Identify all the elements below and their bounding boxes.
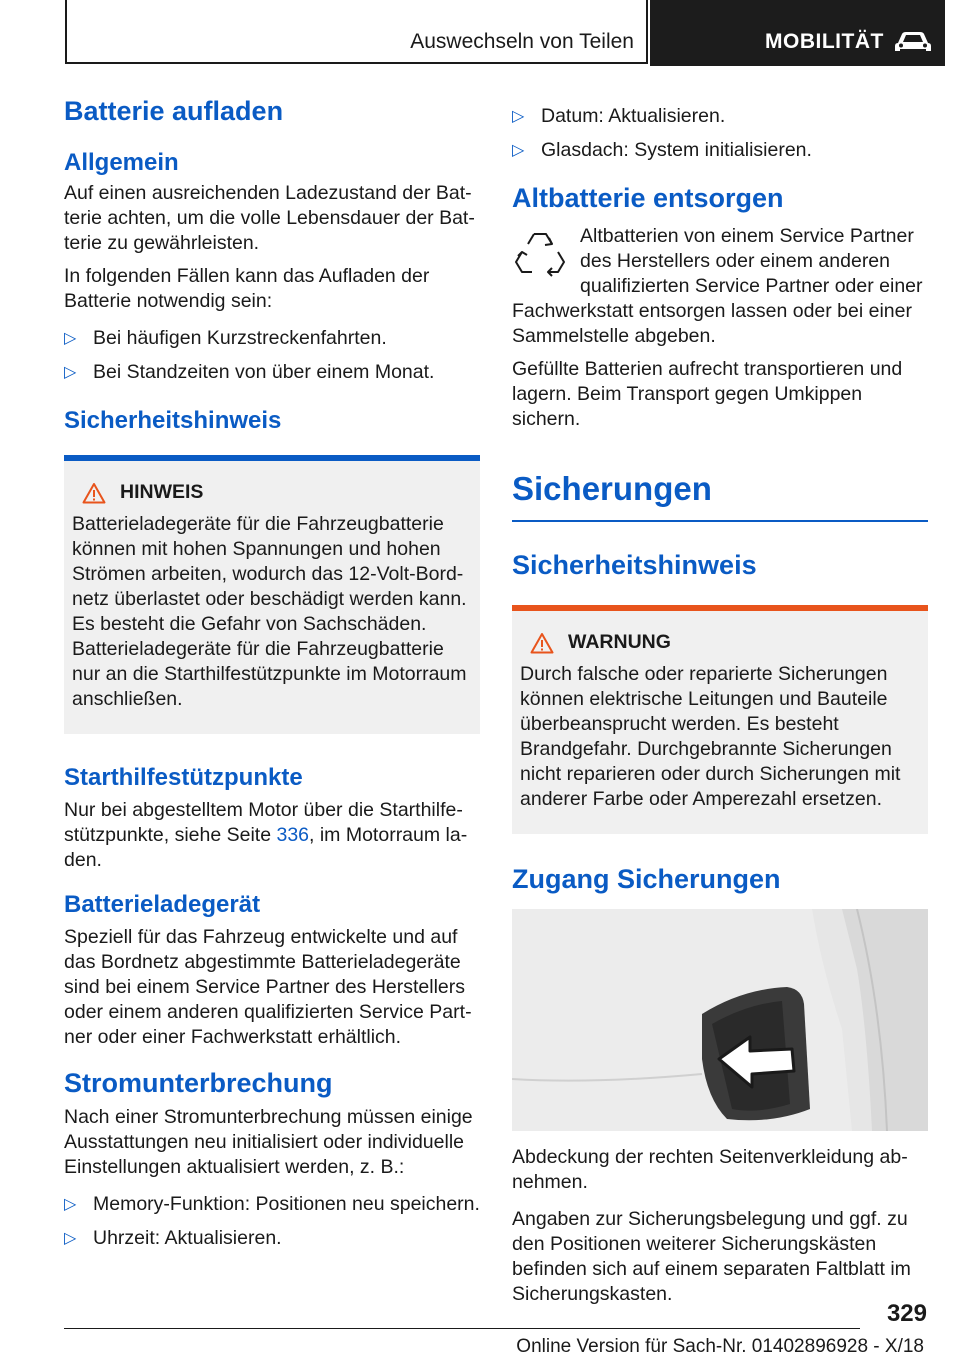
list-item: ▷ Datum: Aktualisieren. (512, 105, 726, 127)
page-header (0, 0, 960, 66)
bullet-triangle-icon: ▷ (64, 364, 77, 381)
bullet-triangle-icon: ▷ (64, 1230, 77, 1247)
bullet-triangle-icon: ▷ (64, 1196, 77, 1213)
paragraph-abdeckung: Abdeckung der rechten Seitenverkleidung abnehmen. (512, 1146, 908, 1193)
page-reference-link[interactable]: 336 (276, 824, 310, 846)
chapter-title: MOBILITÄT (765, 30, 884, 53)
footer-version-text: Online Version für Sach-Nr. 01402896928 - X/18 (516, 1336, 924, 1357)
paragraph-aufladen-notwendig: In folgenden Fällen kann das Aufladen der Batterie notwendig sein: (64, 265, 430, 312)
chapter-heading-sicherungen: Sicherungen (512, 470, 712, 507)
heading-batterie-aufladen: Batterie aufladen (64, 96, 284, 126)
paragraph-stromunterbrechung: Nach einer Stromunterbrechung müssen einige Ausstattungen neu initialisiert oder individuelle Einstellungen aktualisiert werden, z. B.: (64, 1106, 473, 1178)
list-item: ▷ Bei Standzeiten von über einem Monat. (64, 361, 435, 383)
notice-label: HINWEIS (120, 481, 204, 503)
notice-label: WARNUNG (568, 631, 671, 653)
heading-sicherheitshinweis-sicherungen: Sicherheitshinweis (512, 550, 757, 580)
notice-warnung (512, 605, 928, 834)
paragraph-starthilfe: Nur bei abgestelltem Motor über die Starthilfestützpunkte, siehe Seite 336, im Motorraum laden. (64, 799, 468, 871)
notice-hinweis (64, 455, 480, 734)
chapter-tab (650, 0, 945, 66)
heading-batterieladegeraet: Batterieladegerät (64, 891, 261, 918)
heading-allgemein: Allgemein (64, 149, 179, 176)
notice-header (72, 481, 472, 504)
notice-text: Durch falsche oder reparierte Sicherungen können elektrische Leitungen und Bauteile überbeansprucht werden. Es besteht Brandgefahr. Durchgebrannte Sicherungen nicht reparieren oder durch Sicherungen mit anderer Farbe oder Amperezahl ersetzen. (520, 663, 901, 810)
list-stromunterbrechung (64, 1192, 480, 1251)
section-title: Auswechseln von Teilen (410, 30, 634, 53)
heading-zugang-sicherungen: Zugang Sicherungen (512, 864, 781, 894)
paragraph-ladegeraet: Speziell für das Fahrzeug entwickelte und auf das Bordnetz abgestimmte Batterieladegeräte sind bei einem Service Partner des Herstellers oder einem anderen qualifizierten Service Partner oder einer Fachwerkstatt erhältlich. (64, 926, 472, 1048)
list-item: ▷ Bei häufigen Kurzstreckenfahrten. (64, 327, 387, 349)
right-column (512, 104, 928, 1315)
paragraph-sicherungsbelegung: Angaben zur Sicherungsbelegung und ggf. zu den Positionen weiterer Sicherungskästen befinden sich auf einem separaten Faltblatt im Sicherungskasten. (512, 1208, 911, 1305)
list-item: ▷ Memory-Funktion: Positionen neu speichern. (64, 1193, 480, 1215)
recycling-icon (514, 228, 566, 280)
paragraph-ladezustand: Auf einen ausreichenden Ladezustand der Batterie achten, um die volle Lebensdauer der Batterie zu gewährleisten. (64, 182, 475, 254)
notice-text: Batterieladegeräte für die Fahrzeugbatterie können mit hohen Spannungen und hohen Strömen arbeiten, wodurch das 12-Volt-Bordnetz überlastet oder beschädigt werden kann. Es besteht die Gefahr von Sachschäden. Batterieladegeräte für die Fahrzeugbatterie nur an die Starthilfestützpunkte im Motorraum anschließen. (72, 513, 467, 710)
heading-sicherheitshinweis: Sicherheitshinweis (64, 407, 282, 434)
warning-triangle-icon (82, 482, 106, 504)
car-icon (893, 30, 933, 54)
heading-starthilfestuetzpunkte: Starthilfestützpunkte (64, 764, 303, 791)
chapter-divider (512, 520, 928, 522)
paragraph-altbatterie-entsorgen: Altbatterien von einem Service Partner des Herstellers oder einem anderen qualifizierten Service Partner oder einer Fachwerkstatt entsorgen lassen oder bei einer Sammelstelle abgeben. (512, 225, 923, 347)
warning-triangle-icon (530, 632, 554, 654)
bullet-triangle-icon: ▷ (64, 330, 77, 347)
page-number: 329 (886, 1300, 927, 1327)
bullet-triangle-icon: ▷ (512, 142, 525, 159)
footer-divider (64, 1328, 860, 1329)
heading-altbatterie-entsorgen: Altbatterie entsorgen (512, 183, 784, 213)
heading-stromunterbrechung: Stromunterbrechung (64, 1068, 333, 1098)
notice-header (520, 631, 920, 654)
bullet-triangle-icon: ▷ (512, 108, 525, 125)
list-item: ▷ Uhrzeit: Aktualisieren. (64, 1227, 282, 1249)
fuse-cover-photo (512, 909, 928, 1131)
left-column (64, 96, 480, 1260)
paragraph-altbatterie-transport: Gefüllte Batterien aufrecht transportieren und lagern. Beim Transport gegen Umkippen sichern. (512, 358, 903, 430)
section-tab (65, 0, 648, 64)
list-continued (512, 104, 928, 163)
list-item: ▷ Glasdach: System initialisieren. (512, 139, 812, 161)
list-allgemein (64, 326, 480, 385)
